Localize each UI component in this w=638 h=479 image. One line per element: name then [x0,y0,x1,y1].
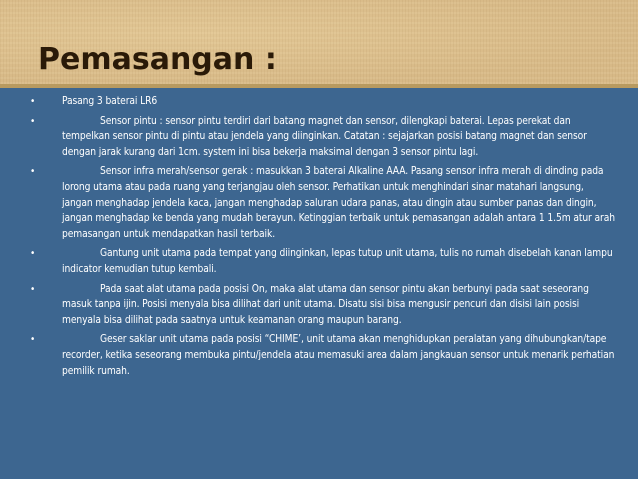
list-item-text: Gantung unit utama pada tempat yang diinginkan, lepas tutup unit utama, tulis no rumah disebelah kanan lampu indicator kemudian tutup kembali. [62,248,613,275]
bullet-list [0,94,638,383]
list-item-text: Pada saat alat utama pada posisi On, maka alat utama dan sensor pintu akan berbunyi pada saat seseorang masuk tanpa ijin. Posisi menyala bisa dilihat dari unit utama. Disatu sisi bisa mengusir pencuri dan disisi lain posisi menyala bisa dilihat pada saatnya untuk keamanan orang maupun barang. [62,283,589,326]
bullet-icon: • [30,115,36,127]
bullet-icon: • [30,96,36,107]
bullet-icon: • [30,334,36,346]
list-item [0,282,638,329]
list-item [0,94,638,110]
list-item-text: Geser saklar unit utama pada posisi “CHIME’, unit utama akan menghidupkan peralatan yang dihubungkan/tape recorder, ketika seseorang membuka pintu/jendela atau memasuki area dalam jangkauan sensor untuk menarik perhatian pemilik rumah. [62,334,615,377]
list-item [0,332,638,379]
bullet-icon: • [30,283,36,295]
title-band [0,0,638,88]
list-item [0,164,638,242]
list-item [0,246,638,277]
list-item [0,114,638,161]
list-item-text: Sensor pintu : sensor pintu terdiri dari batang magnet dan sensor, dilengkapi baterai. Lepas perekat dan tempelkan sensor pintu di pintu atau jendela yang diinginkan. Catatan : sejajarkan posisi batang magnet dan sensor dengan jarak kurang dari 1cm. system ini bisa bekerja maksimal dengan 3 sensor pintu lagi. [62,115,587,158]
list-item-text: Sensor infra merah/sensor gerak : masukkan 3 baterai Alkaline AAA. Pasang sensor infra merah di dinding pada lorong utama atau pada ruang yang terjangjau oleh sensor. Perhatikan untuk menghindari sinar matahari langsung, jangan menghadap jendela kaca, jangan menghadap saluran udara panas, atau dingin atau sumber panas dan dingin, jangan menghadap ke benda yang mudah berayun. Ketinggian terbaik untuk pemasangan adalah antara 1 1.5m atur arah pemasangan untuk mendapatkan hasil terbaik. [62,166,615,240]
bullet-icon: • [30,166,36,178]
bullet-icon: • [30,248,36,260]
list-item-text: Pasang 3 baterai LR6 [62,96,158,107]
slide-title: Pemasangan : [38,42,277,77]
